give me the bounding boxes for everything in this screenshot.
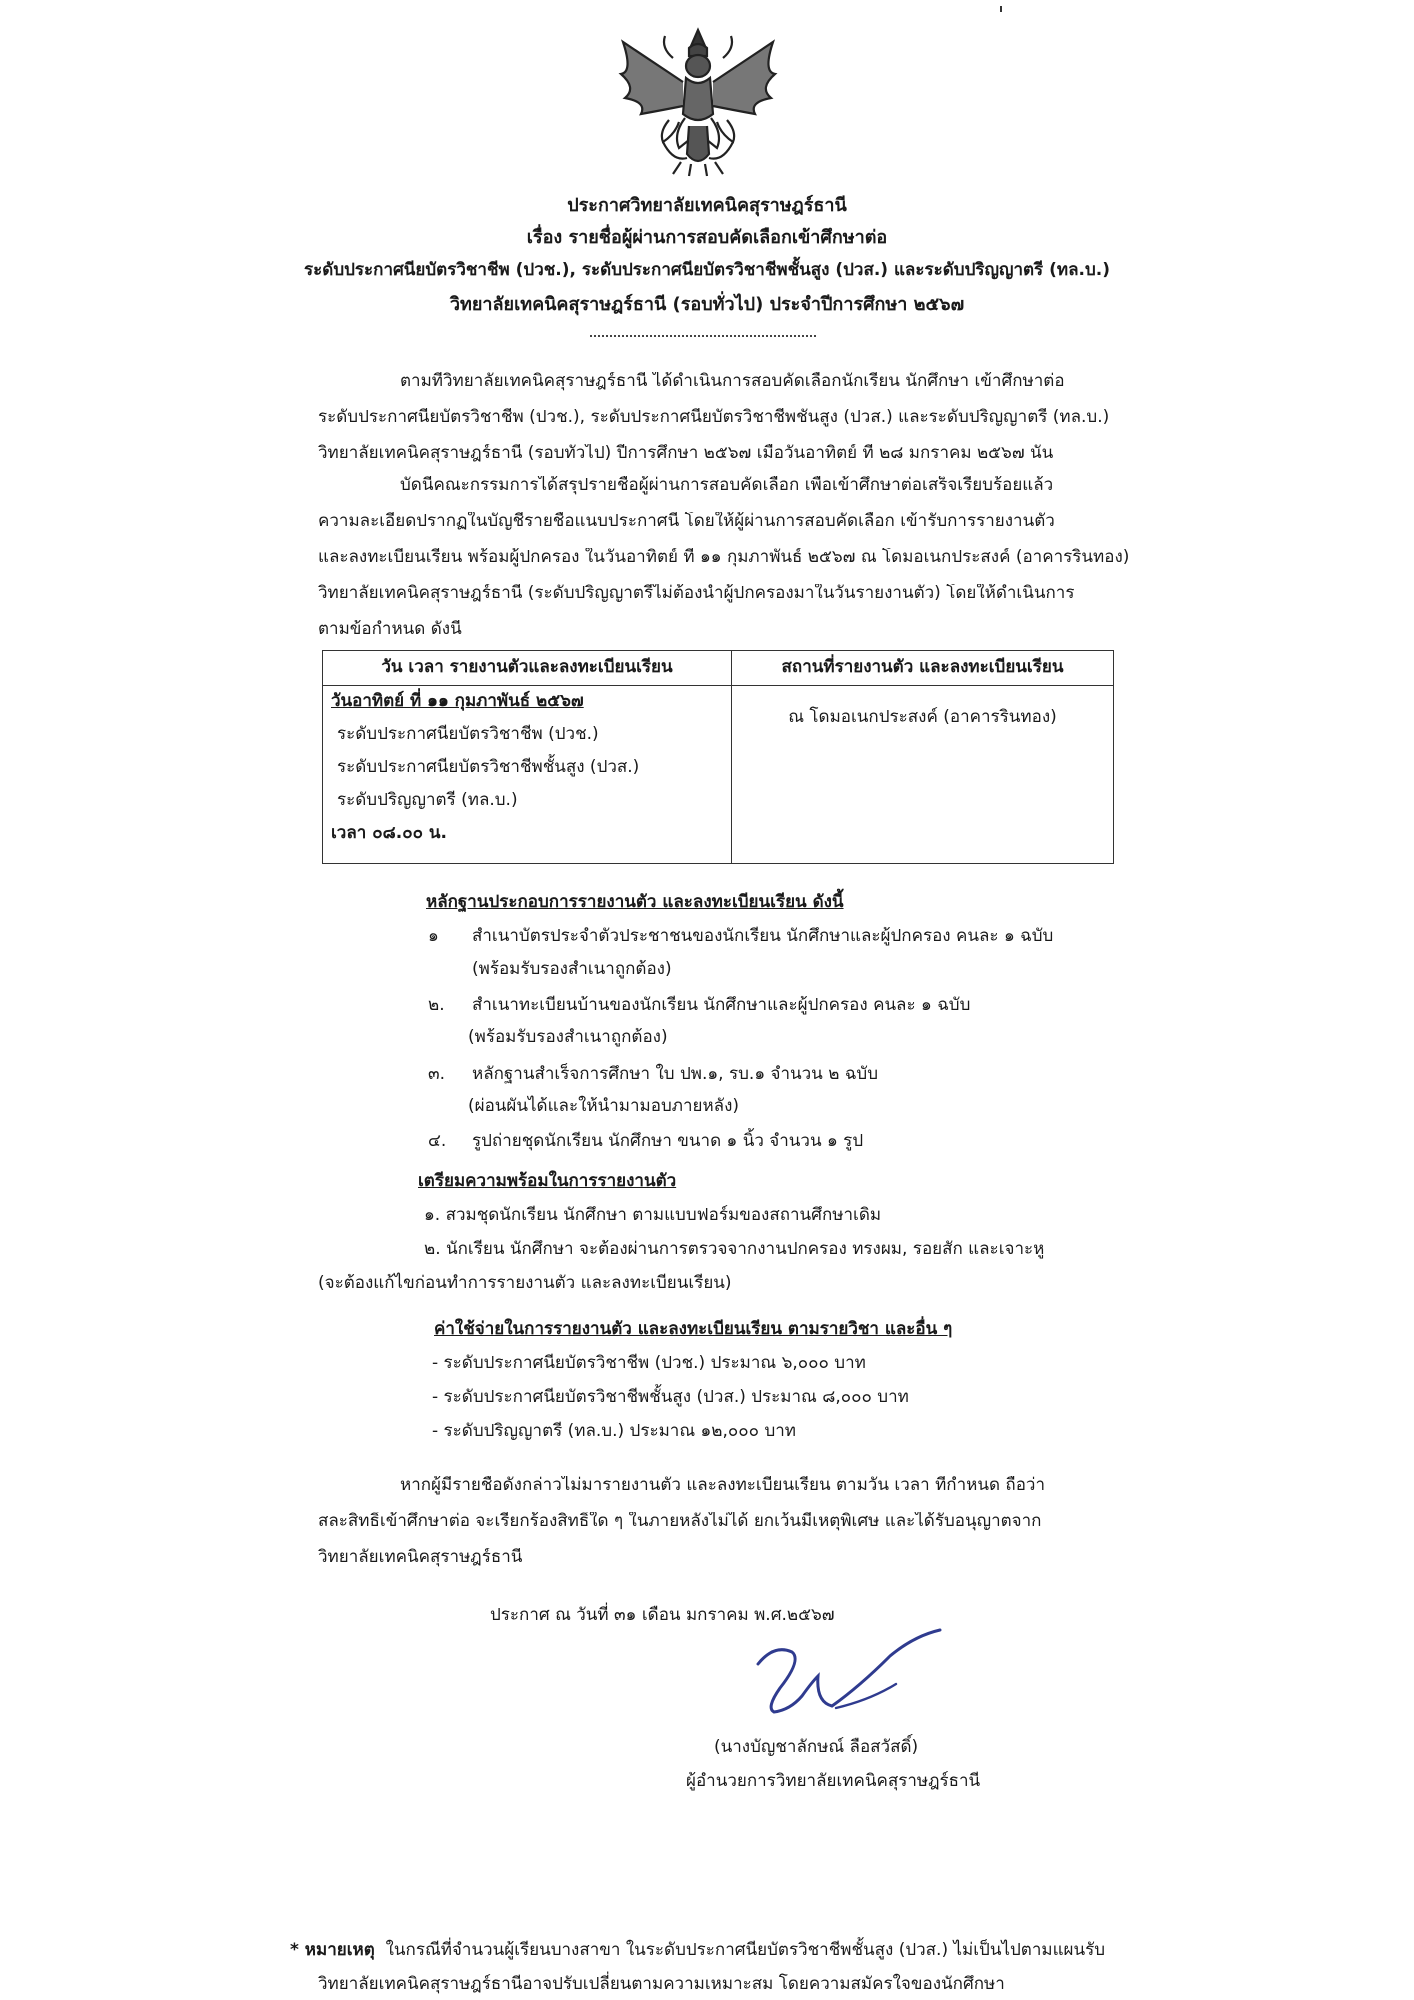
garuda-emblem-icon [603, 22, 793, 182]
paragraph-intro [318, 372, 1138, 480]
prepare-heading: เตรียมความพร้อมในการรายงานตัว [418, 1171, 677, 1191]
prepare-item: ๑. สวมชุดนักเรียน นักศึกษา ตามแบบฟอร์มของสถานศึกษาเดิม [424, 1205, 882, 1225]
schedule-time: เวลา ๐๘.๐๐ น. [331, 823, 447, 843]
dotted-divider [590, 329, 816, 337]
evidence-item-text: สำเนาบัตรประจำตัวประชาชนของนักเรียน นักศึกษาและผู้ปกครอง คนละ ๑ ฉบับ [472, 926, 1054, 946]
schedule-table [322, 650, 1114, 864]
evidence-item-note: (พร้อมรับรองสำเนาถูกต้อง) [468, 1027, 668, 1047]
paragraph-line: ความละเอียดปรากฏในบัญชีรายชื่อแนบประกาศนี้ โดยให้ผู้ผ่านการสอบคัดเลือก เข้ารับการรายงานตัว [318, 512, 1055, 531]
footnote-line: วิทยาลัยเทคนิคสุราษฎร์ธานีอาจปรับเปลี่ยนตามความเหมาะสม โดยความสมัครใจของนักศึกษา [318, 1974, 1005, 1994]
announcement-levels: ระดับประกาศนียบัตรวิชาชีพ (ปวช.), ระดับประกาศนียบัตรวิชาชีพชั้นสูง (ปวส.) และระดับปริญญาตรี (ทล.บ.) [304, 260, 1110, 280]
evidence-item-text: สำเนาทะเบียนบ้านของนักเรียน นักศึกษาและผู้ปกครอง คนละ ๑ ฉบับ [472, 995, 971, 1015]
paragraph-line: ตามที่วิทยาลัยเทคนิคสุราษฎร์ธานี ได้ดำเนินการสอบคัดเลือกนักเรียน นักศึกษา เข้าศึกษาต่อ [400, 372, 1065, 391]
footnote [290, 1941, 1150, 1995]
evidence-item-number: ๔. [428, 1131, 447, 1151]
paragraph-line: วิทยาลัยเทคนิคสุราษฎร์ธานี (ระดับปริญญาตรีไม่ต้องนำผู้ปกครองมาในวันรายงานตัว) โดยให้ดำเนินการ [318, 584, 1075, 603]
paragraph-line: หากผู้มีรายชื่อดังกล่าวไม่มารายงานตัว และลงทะเบียนเรียน ตามวัน เวลา ที่กำหนด ถือว่า [400, 1476, 1046, 1495]
table-header-row [323, 651, 1114, 686]
paragraph-line: สละสิทธิ์เข้าศึกษาต่อ จะเรียกร้องสิทธิ์ใด ๆ ในภายหลังไม่ได้ ยกเว้นมีเหตุพิเศษ และได้รับอนุญาตจาก [318, 1512, 1042, 1531]
schedule-level: ระดับประกาศนียบัตรวิชาชีพชั้นสูง (ปวส.) [337, 757, 640, 777]
schedule-location-cell: ณ โดมอเนกประสงค์ (อาคารรินทอง) [732, 686, 1114, 864]
announcement-subject: เรื่อง รายชื่อผู้ผ่านการสอบคัดเลือกเข้าศึกษาต่อ [526, 227, 888, 248]
costs-heading: ค่าใช้จ่ายในการรายงานตัว และลงทะเบียนเรียน ตามรายวิชา และอื่น ๆ [434, 1319, 953, 1339]
announcement-date: ประกาศ ณ วันที่ ๓๑ เดือน มกราคม พ.ศ.๒๕๖๗ [490, 1605, 835, 1625]
paragraph-line: วิทยาลัยเทคนิคสุราษฎร์ธานี [318, 1548, 523, 1567]
evidence-item-text: รูปถ่ายชุดนักเรียน นักศึกษา ขนาด ๑ นิ้ว จำนวน ๑ รูป [472, 1131, 864, 1151]
evidence-item [428, 1065, 878, 1085]
table-header-datetime: วัน เวลา รายงานตัวและลงทะเบียนเรียน [323, 651, 732, 686]
evidence-item-note: (พร้อมรับรองสำเนาถูกต้อง) [472, 959, 672, 979]
evidence-item [428, 927, 1053, 947]
evidence-item-text: หลักฐานสำเร็จการศึกษา ใบ ปพ.๑, รบ.๑ จำนวน ๒ ฉบับ [472, 1064, 878, 1084]
footnote-line: ในกรณีที่จำนวนผู้เรียนบางสาขา ในระดับประกาศนียบัตรวิชาชีพชั้นสูง (ปวส.) ไม่เป็นไปตามแผนรับ [385, 1940, 1106, 1960]
paragraph-line: และลงทะเบียนเรียน พร้อมผู้ปกครอง ในวันอาทิตย์ ที่ ๑๑ กุมภาพันธ์ ๒๕๖๗ ณ โดมอเนกประสงค์ (อาคารรินทอง) [318, 548, 1130, 567]
signer-title: ผู้อำนวยการวิทยาลัยเทคนิคสุราษฎร์ธานี [686, 1771, 981, 1791]
footnote-label: * หมายเหตุ [290, 1940, 375, 1960]
scan-mark [1000, 6, 1002, 12]
table-header-location: สถานที่รายงานตัว และลงทะเบียนเรียน [732, 651, 1114, 686]
prepare-item-continued: (จะต้องแก้ไขก่อนทำการรายงานตัว และลงทะเบียนเรียน) [318, 1273, 732, 1293]
evidence-item [428, 996, 970, 1016]
paragraph-line: ระดับประกาศนียบัตรวิชาชีพ (ปวช.), ระดับประกาศนียบัตรวิชาชีพชั้นสูง (ปวส.) และระดับปริญญาตรี (ทล.บ.) [318, 408, 1110, 427]
schedule-level: ระดับปริญญาตรี (ทล.บ.) [337, 790, 518, 810]
cost-item: - ระดับปริญญาตรี (ทล.บ.) ประมาณ ๑๒,๐๐๐ บาท [432, 1421, 796, 1441]
evidence-heading: หลักฐานประกอบการรายงานตัว และลงทะเบียนเรียน ดังนี้ [426, 892, 844, 912]
schedule-level: ระดับประกาศนียบัตรวิชาชีพ (ปวช.) [337, 724, 599, 744]
table-row [323, 686, 1114, 864]
evidence-item-number: ๒. [428, 995, 445, 1015]
paragraph-line: บัดนี้คณะกรรมการได้สรุปรายชื่อผู้ผ่านการสอบคัดเลือก เพื่อเข้าศึกษาต่อเสร็จเรียบร้อยแล้ว [400, 476, 1054, 495]
evidence-item [428, 1132, 863, 1152]
paragraph-result [318, 476, 1138, 656]
paragraph-line: วิทยาลัยเทคนิคสุราษฎร์ธานี (รอบทั่วไป) ปีการศึกษา ๒๕๖๗ เมื่อวันอาทิตย์ ที่ ๒๘ มกราคม ๒๕๖๗ นั้น [318, 444, 1054, 463]
evidence-item-number: ๓. [428, 1064, 446, 1084]
paragraph-line: ตามข้อกำหนด ดังนี้ [318, 620, 462, 639]
evidence-item-number: ๑ [428, 926, 439, 946]
schedule-datetime-cell [323, 686, 732, 864]
prepare-item: ๒. นักเรียน นักศึกษา จะต้องผ่านการตรวจจากงานปกครอง ทรงผม, รอยสัก และเจาะหู [424, 1239, 1045, 1259]
schedule-date: วันอาทิตย์ ที่ ๑๑ กุมภาพันธ์ ๒๕๖๗ [331, 691, 584, 711]
cost-item: - ระดับประกาศนียบัตรวิชาชีพ (ปวช.) ประมาณ ๖,๐๐๐ บาท [432, 1353, 866, 1373]
announcement-college-round: วิทยาลัยเทคนิคสุราษฎร์ธานี (รอบทั่วไป) ประจำปีการศึกษา ๒๕๖๗ [449, 294, 965, 315]
signer-name: (นางบัญชาลักษณ์ ลือสวัสดิ์) [714, 1737, 919, 1757]
cost-item: - ระดับประกาศนียบัตรวิชาชีพชั้นสูง (ปวส.) ประมาณ ๘,๐๐๐ บาท [432, 1387, 909, 1407]
evidence-item-note: (ผ่อนผันได้และให้นำมามอบภายหลัง) [468, 1096, 740, 1116]
paragraph-forfeit [318, 1476, 1138, 1584]
announcement-title: ประกาศวิทยาลัยเทคนิคสุราษฎร์ธานี [567, 195, 847, 216]
signature-icon [740, 1626, 960, 1736]
